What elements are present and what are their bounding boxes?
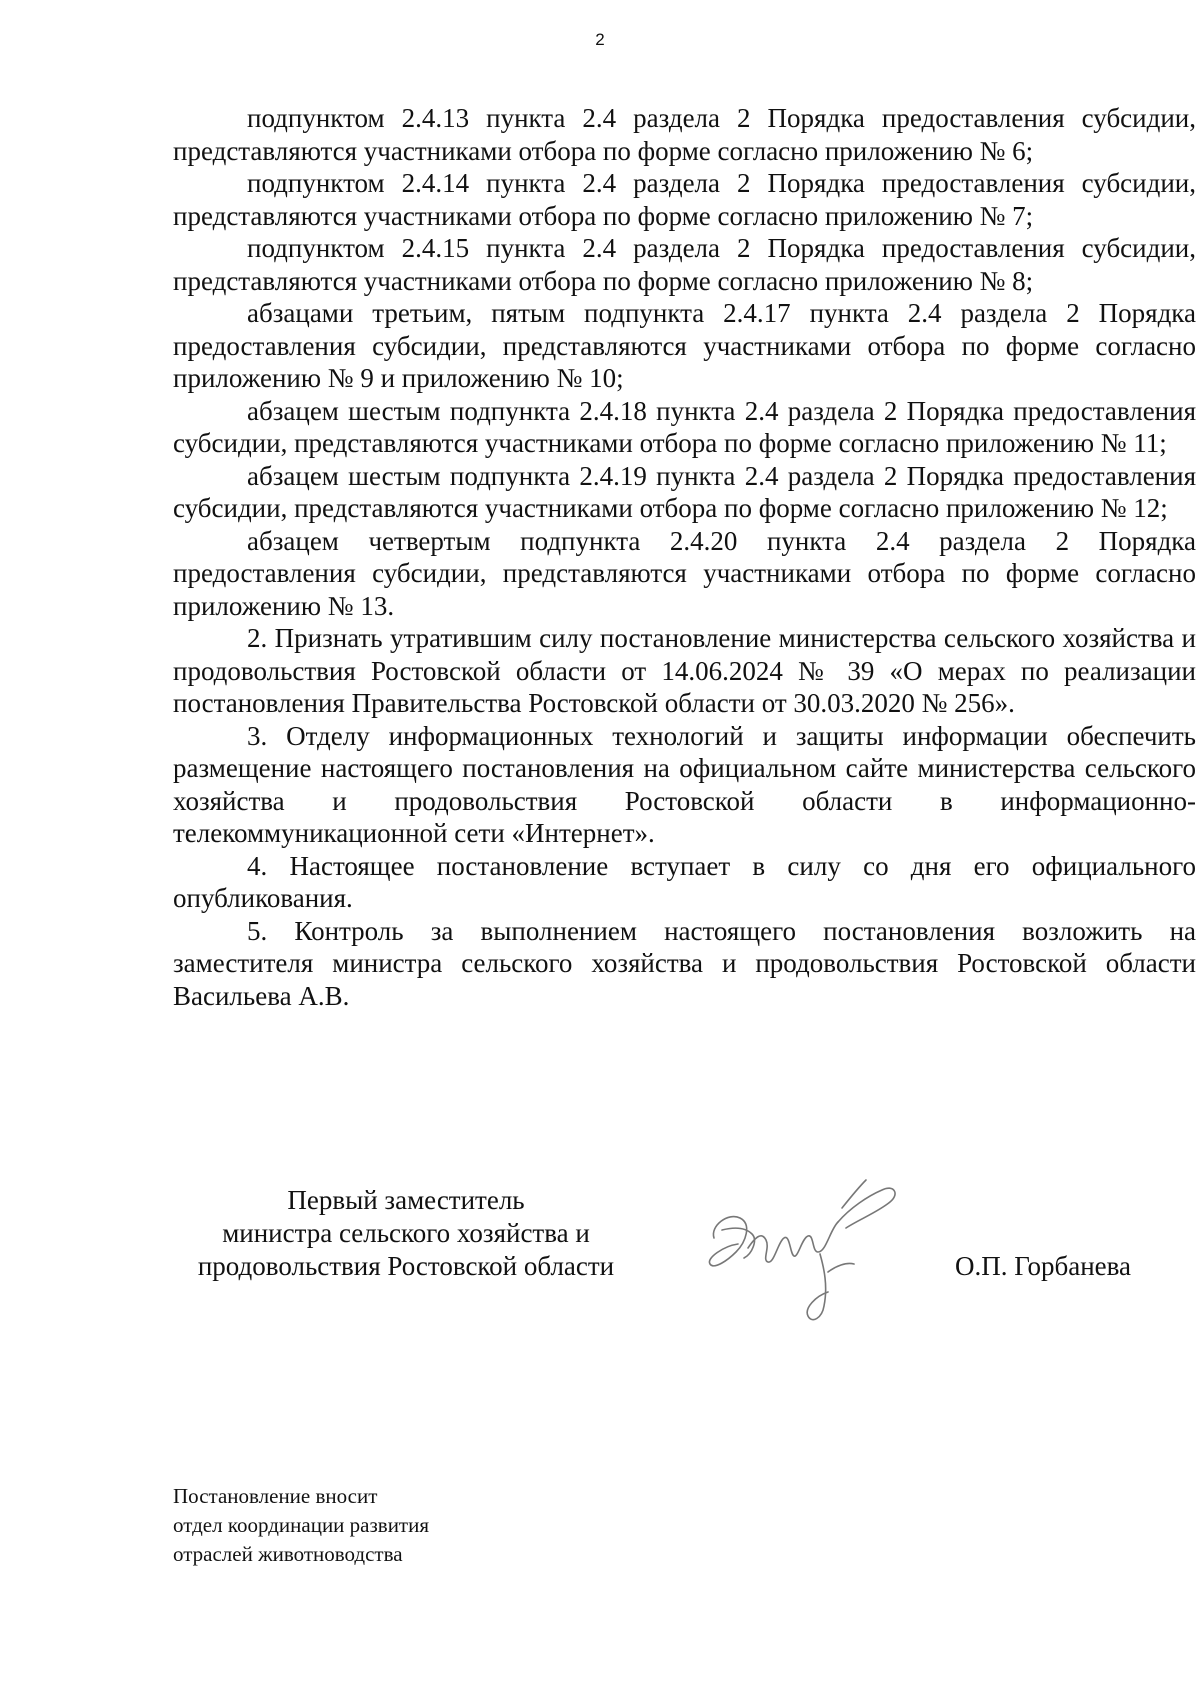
footer-line: Постановление вносит: [173, 1484, 378, 1508]
paragraph-item-5: абзацем шестым подпункта 2.4.18 пункта 2.4 раздела 2 Порядка предоставления субсидии, представляются участниками отбора по форме согласно приложению № 11;: [173, 395, 1196, 458]
footer-line: отдел координации развития: [173, 1513, 430, 1537]
clause-5-control: 5. Контроль за выполнением настоящего постановления возложить на заместителя министра сельского хозяйства и продовольствия Ростовской области Васильева А.В.: [173, 915, 1196, 1011]
footer-line: отраслей животноводства: [173, 1542, 403, 1566]
clause-2-repeal: 2. Признать утратившим силу постановление министерства сельского хозяйства и продовольствия Ростовской области от 14.06.2024 № 39 «О мерах по реализации постановления Правительства Ростовской области от 30.03.2020 № 256».: [173, 623, 1196, 718]
paragraph-item-2: подпунктом 2.4.14 пункта 2.4 раздела 2 Порядка предоставления субсидии, представляются участниками отбора по форме согласно приложению № 7;: [173, 168, 1196, 231]
paragraph-item-1: подпунктом 2.4.13 пункта 2.4 раздела 2 Порядка предоставления субсидии, представляются участниками отбора по форме согласно приложению № 6;: [173, 103, 1196, 166]
footer-note: [173, 1482, 429, 1569]
signatory-title-line: министра сельского хозяйства и: [222, 1218, 590, 1248]
signatory-title: [170, 1184, 642, 1283]
clause-4-effective-date: 4. Настоящее постановление вступает в силу со дня его официального опубликования.: [173, 850, 1196, 913]
signatory-name: О.П. Горбанева: [955, 1251, 1132, 1281]
paragraph-item-3: подпунктом 2.4.15 пункта 2.4 раздела 2 Порядка предоставления субсидии, представляются участниками отбора по форме согласно приложению № 8;: [173, 233, 1196, 296]
clause-3-publication: 3. Отделу информационных технологий и защиты информации обеспечить размещение настоящего постановления на официальном сайте министерства сельского хозяйства и продовольствия Ростовской области в информационно-телекоммуникационной сети «Интернет».: [173, 720, 1196, 848]
signatory-title-line: Первый заместитель: [287, 1185, 525, 1215]
signatory-title-line: продовольствия Ростовской области: [197, 1251, 615, 1281]
paragraph-item-7: абзацем четвертым подпункта 2.4.20 пункта 2.4 раздела 2 Порядка предоставления субсидии, представляются участниками отбора по форме согласно приложению № 13.: [173, 525, 1196, 621]
page-number: 2: [595, 30, 605, 49]
paragraph-item-4: абзацами третьим, пятым подпункта 2.4.17 пункта 2.4 раздела 2 Порядка предоставления субсидии, представляются участниками отбора по форме согласно приложению № 9 и приложению № 10;: [173, 298, 1196, 393]
paragraph-item-6: абзацем шестым подпункта 2.4.19 пункта 2.4 раздела 2 Порядка предоставления субсидии, представляются участниками отбора по форме согласно приложению № 12;: [173, 460, 1196, 523]
handwritten-signature: [700, 1168, 910, 1338]
signature-block: [0, 1184, 1200, 1334]
document-body: [173, 102, 1196, 1012]
